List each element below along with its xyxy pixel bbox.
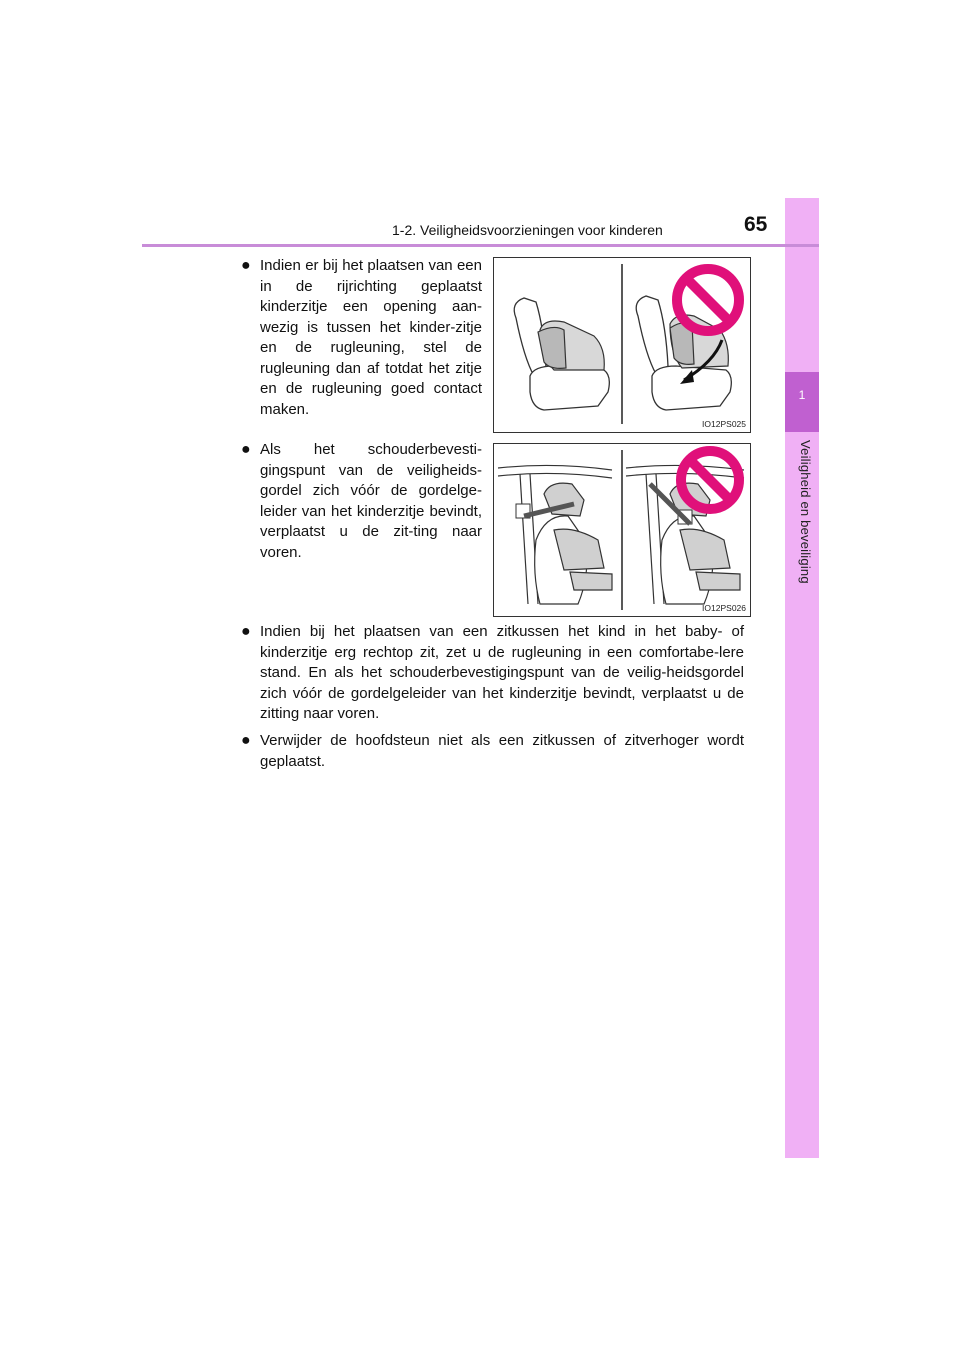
bullet-text: Indien bij het plaatsen van een zitkussen het kind in het baby- of kinderzitje erg rechtop zit, zet u de rugleuning in een comfortabe-lere stand. En als het schouderbevestigingspunt van de veilig-heidsgordel zich vóór de gordelgeleider van het kinderzitje bevindt, verplaatst u de zitting naar voren. — [260, 623, 744, 722]
chapter-number: 1 — [798, 388, 806, 402]
bullet-dot: ● — [241, 257, 251, 274]
bullet-dot: ● — [241, 732, 251, 749]
belt-guide-illustration — [494, 444, 750, 616]
chapter-title: Veiligheid en beveiliging — [798, 440, 813, 584]
seat-gap-illustration — [494, 258, 750, 432]
bullet-item — [241, 440, 482, 563]
chapter-marker — [785, 372, 819, 432]
prohibition-icon — [677, 269, 739, 331]
figure-code: IO12PS026 — [702, 603, 746, 613]
bullet-text: Indien er bij het plaatsen van een in de rijrichting geplaatst kinderzitje een opening aan-wezig is tussen het kinder-zitje en de rugleuning, stel de rugleuning dan af totdat het zitje en de rugleuning goed contact maken. — [260, 257, 482, 418]
bullet-dot: ● — [241, 623, 251, 640]
bullet-item — [241, 256, 482, 420]
page-number: 65 — [744, 213, 768, 236]
figure-belt-guide — [493, 443, 751, 617]
section-title: 1-2. Veiligheidsvoorzieningen voor kinderen — [392, 222, 663, 238]
bullet-text: Verwijder de hoofdsteun niet als een zitkussen of zitverhoger wordt geplaatst. — [260, 732, 744, 770]
header-rule — [142, 244, 819, 247]
figure-seat-gap — [493, 257, 751, 433]
figure-code: IO12PS025 — [702, 419, 746, 429]
bullet-dot: ● — [241, 441, 251, 458]
bullet-item — [241, 731, 744, 772]
bullet-item — [241, 622, 744, 725]
bullet-text: Als het schouderbevesti-gingspunt van de veiligheids-gordel zich vóór de gordelge-leider van het kinderzitje bevindt, verplaatst u de zit-ting naar voren. — [260, 441, 482, 561]
